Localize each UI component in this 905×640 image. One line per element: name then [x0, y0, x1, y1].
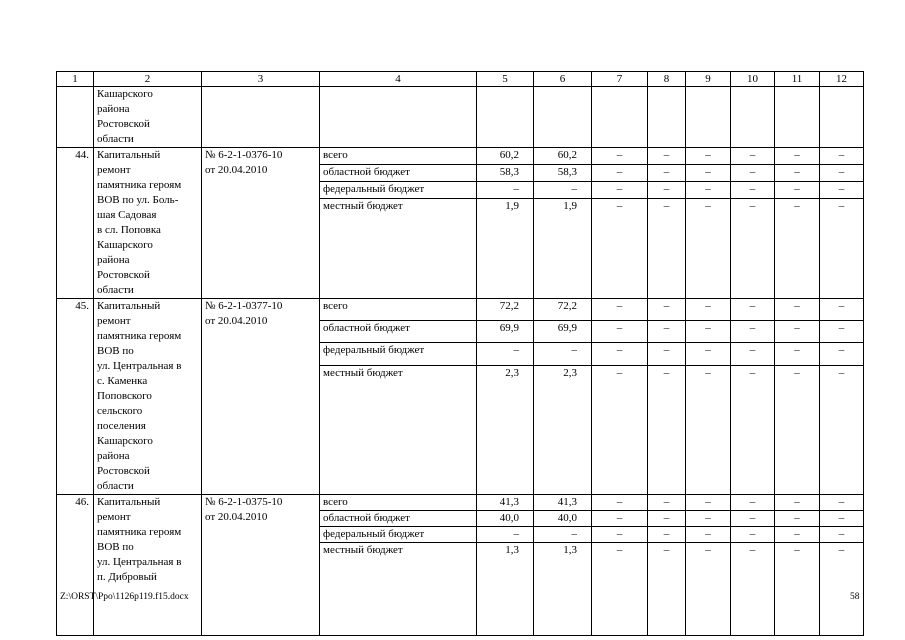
value-cell: – [686, 148, 731, 165]
document-ref: № 6-2-1-0376-10 от 20.04.2010 [202, 148, 320, 299]
value-cell: – [592, 495, 648, 511]
value-cell: – [731, 511, 775, 527]
amount-cell: 58,3 [534, 165, 592, 182]
value-cell: – [731, 365, 775, 494]
funding-source: федеральный бюджет [320, 527, 477, 543]
row-number: 45. [57, 299, 94, 495]
amount-cell: 72,2 [477, 299, 534, 321]
document-ref: № 6-2-1-0375-10 от 20.04.2010 [202, 495, 320, 636]
value-cell: – [592, 543, 648, 636]
value-cell: – [820, 343, 864, 365]
value-cell: – [648, 182, 686, 199]
funding-source: всего [320, 299, 477, 321]
amount-cell: 60,2 [477, 148, 534, 165]
funding-source: областной бюджет [320, 511, 477, 527]
row-number: 46. [57, 495, 94, 636]
amount-cell: – [534, 527, 592, 543]
value-cell: – [686, 182, 731, 199]
table-row [57, 299, 864, 321]
col-header: 4 [320, 72, 477, 87]
header-row [57, 72, 864, 87]
object-name: Капитальный ремонт памятника героям ВОВ по ул. Центральная в с. Каменка Поповского сельского поселения Кашарского района Ростовской области [94, 299, 202, 495]
value-cell: – [731, 343, 775, 365]
amount-cell: 2,3 [534, 365, 592, 494]
funding-source: местный бюджет [320, 365, 477, 494]
value-cell: – [731, 321, 775, 343]
value-cell: – [686, 495, 731, 511]
col-header: 6 [534, 72, 592, 87]
value-cell: – [686, 543, 731, 636]
amount-cell: 1,9 [477, 199, 534, 299]
value-cell: – [648, 511, 686, 527]
value-cell: – [592, 527, 648, 543]
amount-cell: 1,3 [534, 543, 592, 636]
amount-cell: 72,2 [534, 299, 592, 321]
funding-source: федеральный бюджет [320, 182, 477, 199]
value-cell: – [731, 495, 775, 511]
funding-source: местный бюджет [320, 199, 477, 299]
value-cell: – [648, 365, 686, 494]
funding-source: местный бюджет [320, 543, 477, 636]
value-cell: – [775, 199, 820, 299]
amount-cell: – [477, 182, 534, 199]
value-cell: – [731, 199, 775, 299]
amount-cell: 69,9 [477, 321, 534, 343]
value-cell: – [592, 182, 648, 199]
value-cell: – [648, 199, 686, 299]
col-header: 7 [592, 72, 648, 87]
value-cell: – [592, 511, 648, 527]
value-cell: – [592, 321, 648, 343]
table-row [57, 495, 864, 511]
funding-source: всего [320, 495, 477, 511]
amount-cell: 69,9 [534, 321, 592, 343]
amount-cell: 1,3 [477, 543, 534, 636]
funding-source: федеральный бюджет [320, 343, 477, 365]
value-cell: – [648, 165, 686, 182]
table-row [57, 148, 864, 165]
col-header: 5 [477, 72, 534, 87]
value-cell: – [820, 365, 864, 494]
object-name: Кашарского района Ростовской области [94, 87, 202, 148]
value-cell: – [686, 527, 731, 543]
value-cell: – [820, 495, 864, 511]
value-cell: – [731, 299, 775, 321]
continuation-row [57, 87, 864, 148]
value-cell: – [775, 511, 820, 527]
value-cell: – [731, 165, 775, 182]
value-cell: – [820, 543, 864, 636]
col-header: 10 [731, 72, 775, 87]
value-cell: – [820, 182, 864, 199]
amount-cell: – [534, 182, 592, 199]
value-cell: – [775, 343, 820, 365]
value-cell: – [686, 165, 731, 182]
value-cell: – [775, 299, 820, 321]
budget-table [56, 71, 864, 636]
col-header: 1 [57, 72, 94, 87]
value-cell: – [820, 511, 864, 527]
row-number [57, 87, 94, 148]
document-ref: № 6-2-1-0377-10 от 20.04.2010 [202, 299, 320, 495]
col-header: 9 [686, 72, 731, 87]
value-cell: – [731, 148, 775, 165]
value-cell: – [648, 527, 686, 543]
value-cell: – [820, 299, 864, 321]
amount-cell: – [534, 343, 592, 365]
value-cell: – [731, 543, 775, 636]
amount-cell: – [477, 343, 534, 365]
object-name: Капитальный ремонт памятника героям ВОВ по ул. Боль- шая Садовая в сл. Поповка Кашарского района Ростовской области [94, 148, 202, 299]
value-cell: – [775, 495, 820, 511]
value-cell: – [648, 321, 686, 343]
value-cell: – [775, 527, 820, 543]
value-cell: – [820, 165, 864, 182]
amount-cell: 40,0 [477, 511, 534, 527]
funding-source: областной бюджет [320, 321, 477, 343]
amount-cell: 1,9 [534, 199, 592, 299]
value-cell: – [592, 148, 648, 165]
amount-cell: 2,3 [477, 365, 534, 494]
page-number: 58 [850, 592, 860, 602]
value-cell: – [686, 321, 731, 343]
value-cell: – [648, 148, 686, 165]
value-cell: – [592, 343, 648, 365]
value-cell: – [592, 365, 648, 494]
amount-cell: 60,2 [534, 148, 592, 165]
col-header: 3 [202, 72, 320, 87]
amount-cell: 40,0 [534, 511, 592, 527]
document-sheet [56, 71, 863, 636]
value-cell: – [648, 543, 686, 636]
value-cell: – [686, 199, 731, 299]
amount-cell: 41,3 [477, 495, 534, 511]
value-cell: – [820, 527, 864, 543]
amount-cell: 41,3 [534, 495, 592, 511]
value-cell: – [686, 511, 731, 527]
col-header: 12 [820, 72, 864, 87]
object-name: Капитальный ремонт памятника героям ВОВ по ул. Центральная в п. Дибровый [94, 495, 202, 636]
value-cell: – [775, 165, 820, 182]
file-path: Z:\ORST\Ppo\1126p119.f15.docx [60, 592, 189, 602]
amount-cell: – [477, 527, 534, 543]
value-cell: – [775, 148, 820, 165]
row-number: 44. [57, 148, 94, 299]
value-cell: – [648, 343, 686, 365]
value-cell: – [648, 299, 686, 321]
value-cell: – [775, 365, 820, 494]
value-cell: – [686, 299, 731, 321]
value-cell: – [775, 321, 820, 343]
value-cell: – [731, 527, 775, 543]
value-cell: – [820, 321, 864, 343]
value-cell: – [775, 543, 820, 636]
value-cell: – [820, 148, 864, 165]
value-cell: – [686, 343, 731, 365]
col-header: 2 [94, 72, 202, 87]
value-cell: – [686, 365, 731, 494]
value-cell: – [731, 182, 775, 199]
value-cell: – [820, 199, 864, 299]
value-cell: – [592, 199, 648, 299]
value-cell: – [592, 299, 648, 321]
value-cell: – [648, 495, 686, 511]
col-header: 11 [775, 72, 820, 87]
funding-source: всего [320, 148, 477, 165]
value-cell: – [592, 165, 648, 182]
col-header: 8 [648, 72, 686, 87]
amount-cell: 58,3 [477, 165, 534, 182]
value-cell: – [775, 182, 820, 199]
funding-source: областной бюджет [320, 165, 477, 182]
